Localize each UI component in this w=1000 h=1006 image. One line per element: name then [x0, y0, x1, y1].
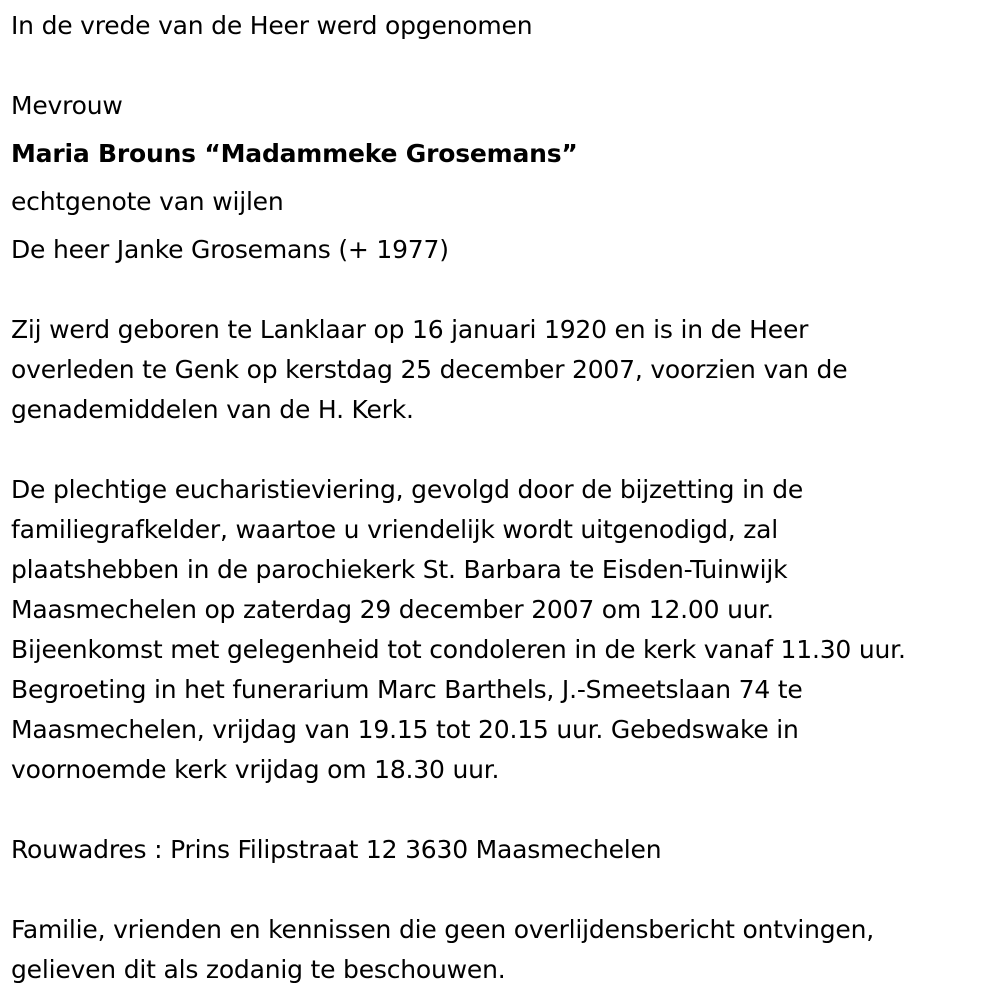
paragraph-line: Familie, vrienden en kennissen die geen overlijdensbericht ontvingen,: [11, 915, 875, 944]
paragraph-line: Maasmechelen op zaterdag 29 december 2007 om 12.00 uur.: [11, 595, 774, 624]
spouse-line: De heer Janke Grosemans (+ 1977): [11, 235, 449, 264]
mourning-address: Rouwadres : Prins Filipstraat 12 3630 Maasmechelen: [11, 835, 662, 864]
paragraph-line: Zij werd geboren te Lanklaar op 16 januari 1920 en is in de Heer: [11, 315, 809, 344]
paragraph-line: Bijeenkomst met gelegenheid tot condoleren in de kerk vanaf 11.30 uur.: [11, 635, 906, 664]
closing-paragraph: [11, 910, 991, 990]
spacer: [11, 46, 991, 86]
paragraph-line: De plechtige eucharistieviering, gevolgd door de bijzetting in de: [11, 475, 804, 504]
paragraph-line: Begroeting in het funerarium Marc Barthels, J.-Smeetslaan 74 te: [11, 675, 803, 704]
paragraph-line: gelieven dit als zodanig te beschouwen.: [11, 955, 506, 984]
spacer: [11, 870, 991, 910]
paragraph-line: plaatshebben in de parochiekerk St. Barbara te Eisden-Tuinwijk: [11, 555, 788, 584]
paragraph-line: genademiddelen van de H. Kerk.: [11, 395, 414, 424]
paragraph-line: Maasmechelen, vrijdag van 19.15 tot 20.15 uur. Gebedswake in: [11, 715, 799, 744]
paragraph-line: familiegrafkelder, waartoe u vriendelijk wordt uitgenodigd, zal: [11, 515, 779, 544]
paragraph-line: voornoemde kerk vrijdag om 18.30 uur.: [11, 755, 500, 784]
relation-line: echtgenote van wijlen: [11, 187, 284, 216]
obituary-notice: [11, 6, 991, 990]
birth-death-paragraph: [11, 310, 991, 430]
spacer: [11, 270, 991, 310]
title-prefix: Mevrouw: [11, 91, 123, 120]
ceremony-paragraph: [11, 470, 991, 790]
paragraph-line: overleden te Genk op kerstdag 25 december 2007, voorzien van de: [11, 355, 848, 384]
deceased-name: Maria Brouns “Madammeke Grosemans”: [11, 139, 578, 168]
spacer: [11, 790, 991, 830]
intro-line: In de vrede van de Heer werd opgenomen: [11, 11, 533, 40]
spacer: [11, 430, 991, 470]
